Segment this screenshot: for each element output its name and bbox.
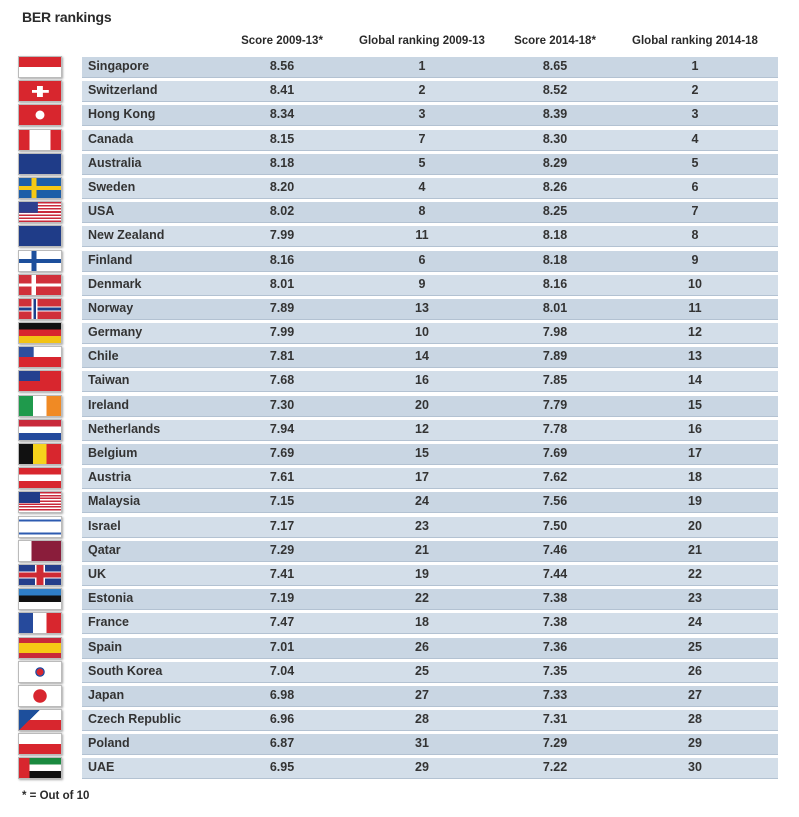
rank-2014-18-cell: 5	[691, 155, 699, 170]
rank-2014-18-cell: 3	[691, 107, 699, 122]
country-cell: Malaysia	[88, 494, 141, 509]
score-2009-13-cell: 7.68	[269, 373, 295, 388]
country-cell: South Korea	[88, 663, 163, 678]
country-cell: New Zealand	[88, 228, 165, 243]
rank-2014-18-cell: 18	[688, 470, 702, 485]
score-2014-18-cell: 7.56	[542, 494, 568, 509]
country-cell: Czech Republic	[88, 712, 182, 727]
score-2014-18-cell: 7.38	[542, 591, 568, 606]
country-cell: Canada	[88, 131, 134, 146]
score-2014-18-cell: 8.52	[542, 83, 568, 98]
table-row	[16, 611, 778, 635]
column-header-score-2014-18: Score 2014-18*	[514, 35, 596, 47]
rank-2014-18-cell: 27	[688, 687, 702, 702]
rank-2009-13-cell: 5	[418, 155, 426, 170]
score-2009-13-cell: 6.98	[269, 687, 295, 702]
singapore-flag-icon	[18, 56, 62, 78]
south-korea-flag-icon	[18, 661, 62, 683]
column-header-rank-2014-18: Global ranking 2014-18	[632, 35, 758, 47]
usa-flag-icon	[18, 201, 62, 223]
switzerland-flag-icon	[18, 80, 62, 102]
table-row	[16, 152, 778, 176]
country-cell: Spain	[88, 639, 123, 654]
rankings-table	[16, 55, 778, 781]
country-cell: Sweden	[88, 179, 136, 194]
score-2014-18-cell: 8.65	[542, 59, 568, 73]
score-2009-13-cell: 7.81	[269, 349, 295, 364]
country-cell: Germany	[88, 325, 143, 340]
score-2014-18-cell: 7.33	[542, 687, 568, 702]
chart-title: BER rankings	[22, 9, 112, 25]
country-cell: Netherlands	[88, 421, 161, 436]
rank-2009-13-cell: 18	[415, 615, 429, 630]
new-zealand-flag-icon	[18, 225, 62, 247]
score-2009-13-cell: 8.18	[269, 155, 295, 170]
table-row	[16, 297, 778, 321]
table-row	[16, 394, 778, 418]
score-2009-13-cell: 7.69	[269, 446, 295, 460]
japan-flag-icon	[18, 685, 62, 707]
table-row	[16, 563, 778, 587]
table-row	[16, 660, 778, 684]
rank-2009-13-cell: 12	[415, 421, 429, 436]
table-row	[16, 515, 778, 539]
rank-2009-13-cell: 14	[415, 349, 429, 364]
rank-2009-13-cell: 23	[415, 518, 429, 533]
score-2014-18-cell: 8.18	[542, 228, 568, 243]
table-row	[16, 103, 778, 127]
uk-flag-icon	[18, 564, 62, 586]
score-2014-18-cell: 7.62	[542, 470, 568, 485]
score-2009-13-cell: 7.15	[269, 494, 295, 509]
score-2014-18-cell: 7.44	[542, 566, 568, 581]
table-row	[16, 345, 778, 369]
rank-2009-13-cell: 27	[415, 687, 429, 702]
score-2014-18-cell: 8.26	[542, 179, 568, 194]
finland-flag-icon	[18, 250, 62, 272]
rank-2014-18-cell: 21	[688, 542, 702, 557]
rank-2014-18-cell: 16	[688, 421, 702, 436]
table-row	[16, 732, 778, 756]
country-cell: Hong Kong	[88, 107, 156, 122]
score-2014-18-cell: 7.98	[542, 325, 568, 340]
rank-2014-18-cell: 7	[691, 204, 699, 219]
table-row	[16, 79, 778, 103]
country-cell: Switzerland	[88, 83, 158, 98]
country-cell: Finland	[88, 252, 133, 267]
table-row	[16, 321, 778, 345]
score-2014-18-cell: 7.89	[542, 349, 568, 364]
country-cell: UK	[88, 566, 107, 581]
score-2014-18-cell: 7.85	[542, 373, 568, 388]
score-2014-18-cell: 8.01	[542, 300, 568, 315]
country-cell: Ireland	[88, 397, 129, 412]
rank-2009-13-cell: 15	[415, 446, 429, 460]
rank-2014-18-cell: 1	[691, 59, 699, 73]
score-2014-18-cell: 8.39	[542, 107, 568, 122]
rank-2009-13-cell: 6	[418, 252, 426, 267]
sweden-flag-icon	[18, 177, 62, 199]
rank-2014-18-cell: 30	[688, 760, 702, 775]
country-cell: Poland	[88, 736, 130, 751]
country-cell: Norway	[88, 300, 134, 315]
rank-2014-18-cell: 24	[688, 615, 702, 630]
rank-2014-18-cell: 8	[691, 228, 699, 243]
rank-2014-18-cell: 14	[688, 373, 702, 388]
score-2014-18-cell: 7.22	[542, 760, 568, 775]
denmark-flag-icon	[18, 274, 62, 296]
table-row	[16, 490, 778, 514]
rank-2009-13-cell: 9	[418, 276, 426, 291]
table-row	[16, 418, 778, 442]
score-2009-13-cell: 7.47	[269, 615, 295, 630]
column-header-rank-2009-13: Global ranking 2009-13	[359, 35, 485, 47]
country-cell: Japan	[88, 687, 125, 702]
germany-flag-icon	[18, 322, 62, 344]
rank-2009-13-cell: 21	[415, 542, 429, 557]
qatar-flag-icon	[18, 540, 62, 562]
rank-2009-13-cell: 22	[415, 591, 429, 606]
score-2009-13-cell: 7.89	[269, 300, 295, 315]
rank-2009-13-cell: 17	[415, 470, 429, 485]
score-2014-18-cell: 8.25	[542, 204, 568, 219]
score-2009-13-cell: 7.99	[269, 228, 295, 243]
rank-2009-13-cell: 4	[418, 179, 426, 194]
table-row	[16, 708, 778, 732]
rank-2009-13-cell: 2	[418, 83, 426, 98]
country-cell: UAE	[88, 760, 115, 775]
rank-2009-13-cell: 28	[415, 712, 429, 727]
rank-2014-18-cell: 12	[688, 325, 702, 340]
country-cell: Australia	[88, 155, 142, 170]
country-cell: Austria	[88, 470, 132, 485]
rank-2009-13-cell: 24	[415, 494, 429, 509]
score-2014-18-cell: 7.31	[542, 712, 568, 727]
table-row	[16, 273, 778, 297]
country-cell: Qatar	[88, 542, 121, 557]
rank-2014-18-cell: 25	[688, 639, 702, 654]
score-2014-18-cell: 7.46	[542, 542, 568, 557]
country-cell: Taiwan	[88, 373, 130, 388]
rank-2014-18-cell: 2	[691, 83, 699, 98]
score-2009-13-cell: 8.56	[269, 59, 295, 73]
rank-2014-18-cell: 9	[691, 252, 699, 267]
score-2014-18-cell: 7.69	[542, 446, 568, 460]
score-2009-13-cell: 6.96	[269, 712, 295, 727]
rank-2014-18-cell: 6	[691, 179, 699, 194]
score-2014-18-cell: 8.30	[542, 131, 568, 146]
score-2009-13-cell: 8.15	[269, 131, 295, 146]
ireland-flag-icon	[18, 395, 62, 417]
uae-flag-icon	[18, 757, 62, 779]
rank-2014-18-cell: 13	[688, 349, 702, 364]
score-2009-13-cell: 7.61	[269, 470, 295, 485]
score-2009-13-cell: 8.34	[269, 107, 295, 122]
belgium-flag-icon	[18, 443, 62, 465]
rank-2009-13-cell: 29	[415, 760, 429, 775]
rank-2009-13-cell: 10	[415, 325, 429, 340]
score-2014-18-cell: 7.36	[542, 639, 568, 654]
rank-2014-18-cell: 26	[688, 663, 702, 678]
country-cell: Chile	[88, 349, 119, 364]
score-2009-13-cell: 7.19	[269, 591, 295, 606]
rank-2009-13-cell: 31	[415, 736, 429, 751]
rank-2009-13-cell: 1	[418, 59, 426, 73]
score-2009-13-cell: 7.99	[269, 325, 295, 340]
country-cell: Estonia	[88, 591, 134, 606]
score-2009-13-cell: 8.01	[269, 276, 295, 291]
table-row	[16, 249, 778, 273]
rank-2014-18-cell: 22	[688, 566, 702, 581]
rank-2014-18-cell: 19	[688, 494, 702, 509]
rank-2014-18-cell: 17	[688, 446, 702, 460]
rank-2014-18-cell: 10	[688, 276, 702, 291]
score-2014-18-cell: 7.50	[542, 518, 568, 533]
australia-flag-icon	[18, 153, 62, 175]
poland-flag-icon	[18, 733, 62, 755]
rank-2009-13-cell: 8	[418, 204, 426, 219]
score-2009-13-cell: 6.95	[269, 760, 295, 775]
norway-flag-icon	[18, 298, 62, 320]
table-row	[16, 369, 778, 393]
rank-2014-18-cell: 11	[688, 300, 702, 315]
column-header-score-2009-13: Score 2009-13*	[241, 35, 323, 47]
table-row	[16, 539, 778, 563]
table-row	[16, 224, 778, 248]
score-2009-13-cell: 8.41	[269, 83, 295, 98]
table-row	[16, 128, 778, 152]
rank-2009-13-cell: 13	[415, 300, 429, 315]
score-2014-18-cell: 7.79	[542, 397, 568, 412]
score-2014-18-cell: 8.18	[542, 252, 568, 267]
rank-2014-18-cell: 15	[688, 397, 702, 412]
chile-flag-icon	[18, 346, 62, 368]
malaysia-flag-icon	[18, 491, 62, 513]
table-row	[16, 636, 778, 660]
table-row	[16, 466, 778, 490]
rank-2009-13-cell: 20	[415, 397, 429, 412]
austria-flag-icon	[18, 467, 62, 489]
score-2014-18-cell: 8.16	[542, 276, 568, 291]
score-2009-13-cell: 7.17	[269, 518, 295, 533]
table-row	[16, 176, 778, 200]
score-2009-13-cell: 8.02	[269, 204, 295, 219]
canada-flag-icon	[18, 129, 62, 151]
israel-flag-icon	[18, 516, 62, 538]
rank-2009-13-cell: 19	[415, 566, 429, 581]
score-2014-18-cell: 7.78	[542, 421, 568, 436]
score-2009-13-cell: 6.87	[269, 736, 295, 751]
table-row	[16, 442, 778, 466]
estonia-flag-icon	[18, 588, 62, 610]
rank-2009-13-cell: 16	[415, 373, 429, 388]
rank-2009-13-cell: 11	[415, 228, 429, 243]
table-header	[0, 35, 799, 53]
czech-republic-flag-icon	[18, 709, 62, 731]
rank-2009-13-cell: 25	[415, 663, 429, 678]
rank-2014-18-cell: 23	[688, 591, 702, 606]
rank-2014-18-cell: 20	[688, 518, 702, 533]
country-cell: Singapore	[88, 59, 150, 73]
taiwan-flag-icon	[18, 370, 62, 392]
score-2009-13-cell: 7.30	[269, 397, 295, 412]
score-2009-13-cell: 7.04	[269, 663, 295, 678]
score-2009-13-cell: 8.20	[269, 179, 295, 194]
table-row	[16, 200, 778, 224]
spain-flag-icon	[18, 637, 62, 659]
footnote: * = Out of 10	[22, 790, 90, 802]
score-2009-13-cell: 7.94	[269, 421, 295, 436]
country-cell: USA	[88, 204, 115, 219]
score-2009-13-cell: 7.41	[269, 566, 295, 581]
table-row	[16, 55, 778, 79]
rank-2009-13-cell: 7	[418, 131, 426, 146]
rank-2009-13-cell: 3	[418, 107, 426, 122]
rank-2014-18-cell: 28	[688, 712, 702, 727]
country-cell: Denmark	[88, 276, 142, 291]
score-2009-13-cell: 8.16	[269, 252, 295, 267]
score-2009-13-cell: 7.01	[269, 639, 295, 654]
rank-2014-18-cell: 29	[688, 736, 702, 751]
netherlands-flag-icon	[18, 419, 62, 441]
rank-2009-13-cell: 26	[415, 639, 429, 654]
hong-kong-flag-icon	[18, 104, 62, 126]
table-row	[16, 756, 778, 780]
table-row	[16, 587, 778, 611]
france-flag-icon	[18, 612, 62, 634]
rank-2014-18-cell: 4	[691, 131, 699, 146]
score-2009-13-cell: 7.29	[269, 542, 295, 557]
score-2014-18-cell: 8.29	[542, 155, 568, 170]
score-2014-18-cell: 7.29	[542, 736, 568, 751]
country-cell: Israel	[88, 518, 121, 533]
score-2014-18-cell: 7.38	[542, 615, 568, 630]
table-row	[16, 684, 778, 708]
country-cell: France	[88, 615, 129, 630]
country-cell: Belgium	[88, 446, 138, 460]
score-2014-18-cell: 7.35	[542, 663, 568, 678]
